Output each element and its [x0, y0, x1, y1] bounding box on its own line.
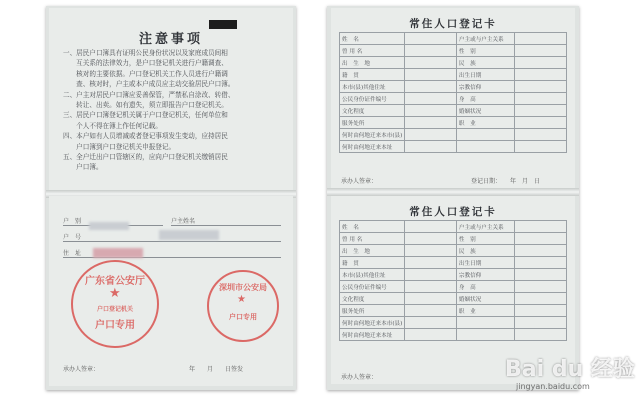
- registration-form-table: [339, 220, 567, 341]
- form-field-label: 曾 用 名: [340, 45, 405, 57]
- form-field-label: 户主或与户主关系: [456, 221, 514, 233]
- notice-line: 个人不得在簿上作任何记载。: [63, 121, 162, 130]
- notice-line: 三、居民户口簿登记机关属于户口登记机关，任何单位和: [63, 111, 228, 120]
- form-row: [340, 57, 567, 69]
- form-field-label: 身 高: [456, 93, 514, 105]
- provincial-stamp-text: 广东省公安厅: [85, 276, 145, 287]
- notice-line: 四、本户如有人员增减或者登记事项发生变动，应持居民: [63, 132, 228, 141]
- form-row: [340, 81, 567, 93]
- form-field-value: [405, 93, 457, 105]
- form-row: [340, 245, 567, 257]
- provincial-stamp: [71, 260, 159, 348]
- form-field-value: [405, 257, 457, 269]
- household-number-label: 户 号: [63, 234, 82, 241]
- household-head-field: [171, 216, 281, 226]
- form-field-value: [515, 257, 567, 269]
- notice-title: 注意事项: [138, 32, 203, 47]
- form-field-label: 公民身份证件编号: [340, 281, 405, 293]
- form-field-value: [515, 329, 567, 341]
- page-fold: [327, 188, 579, 196]
- city-stamp-text: 深圳市公安局: [219, 282, 267, 292]
- form-field-value: [515, 129, 567, 141]
- card-footer-sign: 承办人签章：: [341, 178, 378, 185]
- form-field-label: 文化程度: [340, 105, 405, 117]
- form-field-label: 何时由何地迁来本址: [340, 329, 405, 341]
- form-field-value: [405, 305, 457, 317]
- watermark-url: jingyan.baidu.com: [516, 382, 590, 391]
- form-field-value: [515, 221, 567, 233]
- issue-date-label: 年 月 日签发: [189, 366, 244, 373]
- form-field-value: [405, 69, 457, 81]
- form-field-value: [515, 245, 567, 257]
- notice-list: [63, 48, 285, 173]
- form-field-label: 籍 贯: [340, 69, 405, 81]
- notice-line: 五、全户迁出户口管辖区的，应向户口登记机关缴销居民: [63, 153, 228, 162]
- form-field-label: 何时由何地迁来本市(县): [340, 129, 405, 141]
- form-field-value: [515, 81, 567, 93]
- form-field-value: [405, 221, 457, 233]
- form-field-value: [405, 141, 457, 153]
- form-field-value: [515, 293, 567, 305]
- form-field-value: [405, 129, 457, 141]
- form-field-value: [515, 269, 567, 281]
- form-field-label: 户主或与户主关系: [456, 33, 514, 45]
- form-field-value: [515, 305, 567, 317]
- household-head-label: 户主姓名: [171, 218, 196, 225]
- city-stamp: [207, 270, 279, 342]
- form-field-value: [515, 105, 567, 117]
- form-field-label: 出生日期: [456, 69, 514, 81]
- address-label: 住 址: [63, 250, 82, 257]
- form-field-value: [515, 117, 567, 129]
- card-title: 常住人口登记卡: [409, 18, 497, 30]
- form-field-label: [456, 329, 514, 341]
- form-field-label: 籍 贯: [340, 257, 405, 269]
- form-row: [340, 93, 567, 105]
- form-field-value: [405, 281, 457, 293]
- form-row: [340, 305, 567, 317]
- form-field-value: [405, 81, 457, 93]
- notice-page: [49, 8, 293, 190]
- star-icon: ★: [109, 286, 121, 301]
- sign-label: 承办人签章：: [63, 366, 100, 373]
- form-field-label: 姓 名: [340, 221, 405, 233]
- provincial-stamp-inner: 户口登记机关: [96, 306, 133, 313]
- form-field-label: 服务处所: [340, 305, 405, 317]
- redacted-text: [93, 248, 143, 258]
- form-field-value: [515, 281, 567, 293]
- form-field-label: [456, 317, 514, 329]
- form-field-label: 何时由何地迁来本市(县): [340, 317, 405, 329]
- form-field-value: [405, 293, 457, 305]
- form-field-value: [405, 57, 457, 69]
- form-field-label: 职 业: [456, 117, 514, 129]
- form-row: [340, 257, 567, 269]
- form-row: [340, 293, 567, 305]
- form-row: [340, 117, 567, 129]
- notice-line: 户口簿到户口登记机关申报登记。: [63, 142, 176, 151]
- form-field-value: [515, 141, 567, 153]
- form-field-value: [515, 45, 567, 57]
- form-field-label: 性 别: [456, 233, 514, 245]
- form-row: [340, 129, 567, 141]
- notice-line: 二、户主对居民户口簿应妥善保管，严禁私自涂改、转借、: [63, 90, 235, 99]
- form-field-value: [515, 33, 567, 45]
- form-row: [340, 329, 567, 341]
- form-row: [340, 141, 567, 153]
- form-row: [340, 269, 567, 281]
- form-field-value: [405, 105, 457, 117]
- form-field-label: 婚姻状况: [456, 293, 514, 305]
- form-field-label: 本市(县)其他住址: [340, 81, 405, 93]
- form-field-value: [515, 233, 567, 245]
- form-row: [340, 45, 567, 57]
- card-title: 常住人口登记卡: [409, 206, 497, 218]
- redacted-text: [89, 222, 129, 230]
- notice-line: 互关系的法律效力，是户口登记机关进行户籍调查、: [63, 59, 228, 68]
- form-row: [340, 33, 567, 45]
- registration-card-top: [331, 8, 575, 188]
- watermark-logo: Bai du 经验: [505, 357, 635, 382]
- redacted-text: [159, 230, 219, 240]
- form-field-label: 本市(县)其他住址: [340, 269, 405, 281]
- form-field-label: 曾 用 名: [340, 233, 405, 245]
- form-field-value: [405, 45, 457, 57]
- form-field-label: 公民身份证件编号: [340, 93, 405, 105]
- provincial-stamp-center: 户口专用: [95, 320, 135, 331]
- form-field-value: [405, 317, 457, 329]
- form-field-value: [405, 33, 457, 45]
- form-field-label: 民 族: [456, 57, 514, 69]
- notice-line: 一、居民户口簿具有证明公民身份状况以及家庭成员间相: [63, 49, 228, 57]
- form-field-label: 服务处所: [340, 117, 405, 129]
- form-field-value: [405, 233, 457, 245]
- form-field-label: 姓 名: [340, 33, 405, 45]
- city-stamp-center: 户口专用: [229, 312, 257, 321]
- form-field-value: [515, 317, 567, 329]
- form-field-label: 职 业: [456, 305, 514, 317]
- registration-card-booklet: [327, 6, 579, 390]
- household-type-label: 户 别: [63, 218, 82, 225]
- form-field-value: [515, 93, 567, 105]
- registration-form-table: [339, 32, 567, 153]
- form-row: [340, 105, 567, 117]
- form-field-label: 出 生 地: [340, 57, 405, 69]
- form-row: [340, 281, 567, 293]
- form-field-value: [515, 69, 567, 81]
- household-info-page: [49, 196, 293, 386]
- form-field-value: [515, 57, 567, 69]
- form-field-label: 宗教信仰: [456, 269, 514, 281]
- card-footer-sign: 承办人签章：: [341, 374, 378, 381]
- form-field-label: 民 族: [456, 245, 514, 257]
- form-row: [340, 233, 567, 245]
- form-field-label: 何时由何地迁来本址: [340, 141, 405, 153]
- form-row: [340, 221, 567, 233]
- form-field-label: 身 高: [456, 281, 514, 293]
- form-field-label: [456, 129, 514, 141]
- card-footer-date: 登记日期： 年 月 日: [471, 178, 541, 185]
- form-field-value: [405, 329, 457, 341]
- form-field-value: [405, 269, 457, 281]
- form-field-label: 性 别: [456, 45, 514, 57]
- notice-line: 转让、出卖。如有遗失，须立即报告户口登记机关。: [63, 101, 228, 110]
- form-row: [340, 317, 567, 329]
- notice-line: 核对的主要依据。户口登记机关工作人员进行户籍调: [63, 69, 228, 78]
- form-field-label: 宗教信仰: [456, 81, 514, 93]
- star-icon: ★: [237, 294, 246, 305]
- form-field-label: 文化程度: [340, 293, 405, 305]
- form-row: [340, 69, 567, 81]
- form-field-label: 出生日期: [456, 257, 514, 269]
- household-register-booklet: [46, 6, 296, 390]
- form-field-label: 出 生 地: [340, 245, 405, 257]
- form-field-label: [456, 141, 514, 153]
- notice-line: 查、核对时，户主或本户成员应主动交验居民户口簿。: [63, 80, 235, 89]
- form-field-value: [405, 117, 457, 129]
- form-field-value: [405, 245, 457, 257]
- form-field-label: 婚姻状况: [456, 105, 514, 117]
- notice-line: 户口簿。: [63, 163, 103, 172]
